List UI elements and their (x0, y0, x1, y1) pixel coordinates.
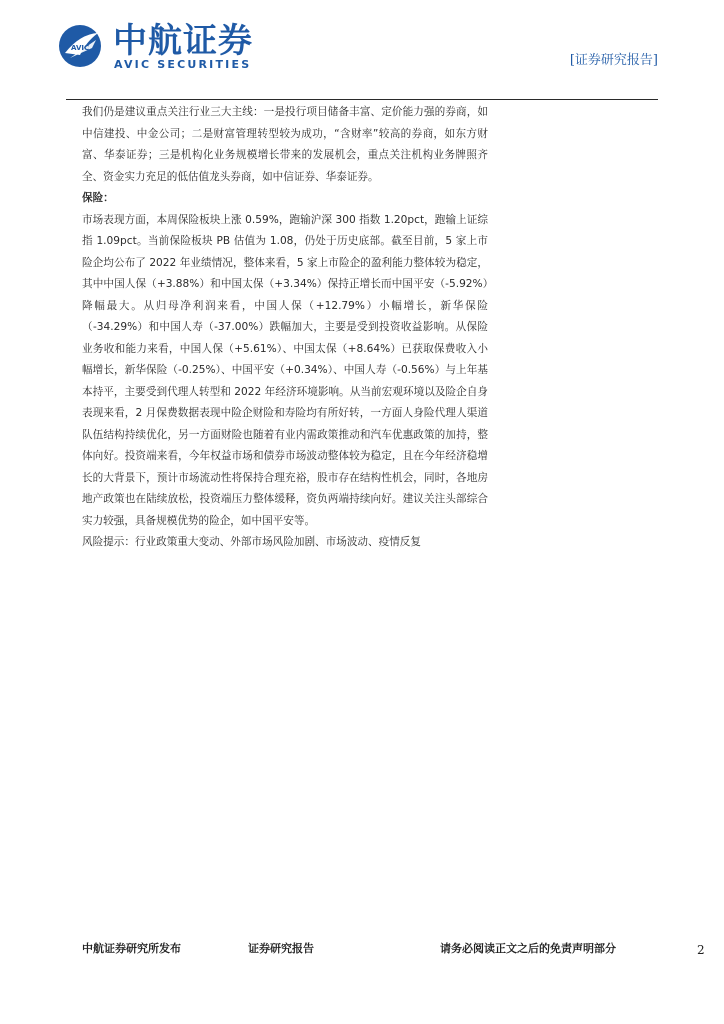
footer-report-type: 证券研究报告 (248, 942, 314, 955)
svg-text:AVIC: AVIC (71, 44, 90, 52)
footer-disclaimer: 请务必阅读正文之后的免责声明部分 (440, 942, 616, 955)
logo-chinese-name: 中航证券 (113, 21, 253, 61)
header-divider (66, 99, 658, 100)
risk-note: 风险提示：行业政策重大变动、外部市场风险加剧、市场波动、疫情反复 (82, 536, 421, 548)
main-content (82, 102, 488, 532)
insurance-paragraph: 市场表现方面，本周保险板块上涨 0.59%，跑输沪深 300 指数 1.20pct，跑输上证综指 1.09pct。当前保险板块 PB 估值为 1.08，仍处于历史底部。截至目前，5 家上市险企均公布了 2022 年业绩情况，整体来看，5 家上市险企的盈利能力整体较为稳定，其中中国人保（+3.88%）和中国太保（+3.34%）保持正增长而中国平安（-5.92%）降幅最大。从归母净利润来看，中国人保（+12.79%）小幅增长，新华保险（-34.29%）和中国人寿（-37.00%）跌幅加大，主要是受到投资收益影响。从保险业务收和能力来看，中国人保（+5.61%）、中国太保（+8.64%）已获取保费收入小幅增长，新华保险（-0.25%）、中国平安（+0.34%）、中国人寿（-0.56%）与上年基本持平，主要受到代理人转型和 2022 年经济环境影响。从当前宏观环境以及险企自身表现来看，2 月保费数据表现中险企财险和寿险均有所好转，一方面人身险代理人渠道队伍结构持续优化，另一方面财险也随着有业内需政策推动和汽车优惠政策的加持，整体向好。投资端来看，今年权益市场和债券市场波动整体较为稳定，且在今年经济稳增长的大背景下，预计市场流动性将保持合理充裕，股市存在结构性机会，同时，各地房地产政策也在陆续放松，投资端压力整体缓释，资负两端持续向好。建议关注头部综合实力较强，具备规模优势的险企，如中国平安等。 (82, 213, 488, 527)
avic-plane-logo-icon (56, 22, 104, 70)
securities-paragraph: 我们仍是建议重点关注行业三大主线：一是投行项目储备丰富、定价能力强的券商，如中信建投、中金公司；二是财富管理转型较为成功，“含财率”较高的券商，如东方财富、华泰证券；三是机构化业务规模增长带来的发展机会，重点关注机构业务牌照齐全、资金实力充足的低估值龙头券商，如中信证券、华泰证券。 (82, 106, 488, 183)
report-type-tag: [证券研究报告] (569, 53, 658, 68)
insurance-section-title: 保险： (82, 192, 114, 204)
company-logo (56, 22, 256, 72)
page-number: 2 (697, 943, 705, 957)
footer-publisher: 中航证券研究所发布 (82, 942, 181, 955)
logo-english-name: AVIC SECURITIES (114, 58, 252, 71)
